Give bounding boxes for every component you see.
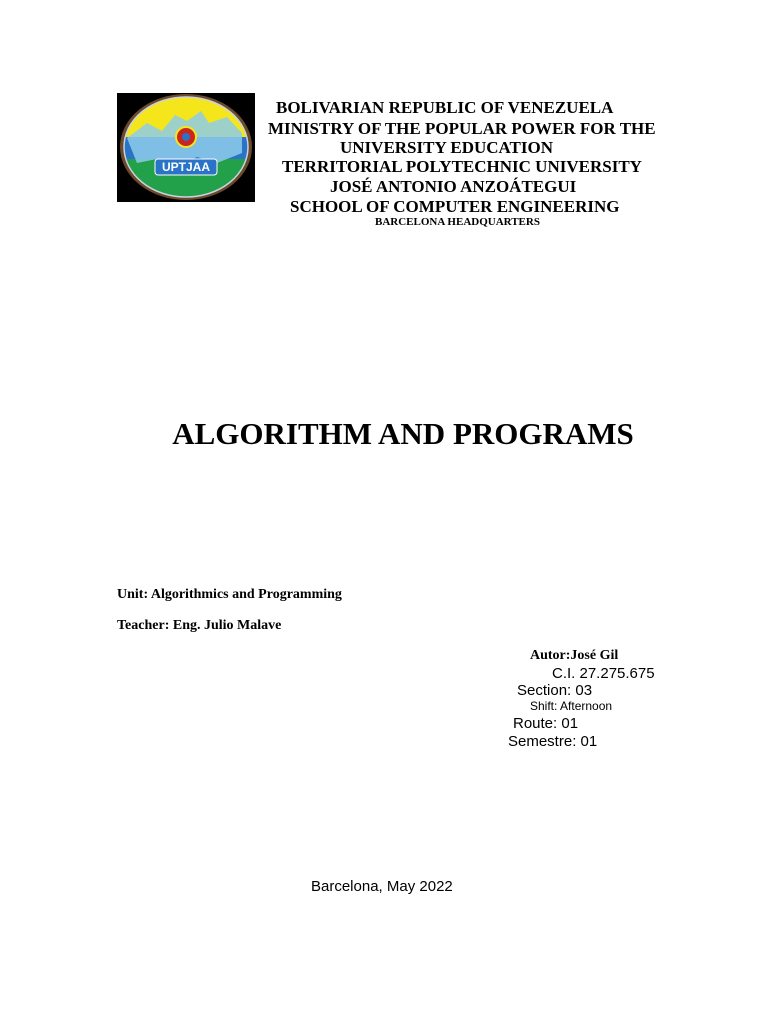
author-ci: C.I. 27.275.675 <box>552 665 655 682</box>
author-semester: Semestre: 01 <box>508 733 598 750</box>
header-ministry-cont: UNIVERSITY EDUCATION <box>340 138 554 157</box>
author-shift: Shift: Afternoon <box>530 699 613 713</box>
unit-label: Unit: Algorithmics and Programming <box>117 587 342 602</box>
university-logo <box>117 93 255 202</box>
author-name: Autor:José Gil <box>530 648 619 663</box>
header-ministry: MINISTRY OF THE POPULAR POWER FOR THE <box>268 119 656 138</box>
logo-emblem <box>117 93 255 202</box>
header-university-name: JOSÉ ANTONIO ANZOÁTEGUI <box>330 177 577 196</box>
header-university: TERRITORIAL POLYTECHNIC UNIVERSITY <box>282 157 642 176</box>
author-route: Route: 01 <box>513 715 579 732</box>
header-country: BOLIVARIAN REPUBLIC OF VENEZUELA <box>276 98 614 117</box>
header-school: SCHOOL OF COMPUTER ENGINEERING <box>290 197 620 216</box>
document-title: ALGORITHM AND PROGRAMS <box>172 416 634 451</box>
logo-wordmark: UPTJAA <box>161 160 211 174</box>
teacher-label: Teacher: Eng. Julio Malave <box>117 618 282 633</box>
place-date: Barcelona, May 2022 <box>311 878 453 895</box>
header-headquarters: BARCELONA HEADQUARTERS <box>375 216 540 228</box>
author-section: Section: 03 <box>517 682 593 699</box>
